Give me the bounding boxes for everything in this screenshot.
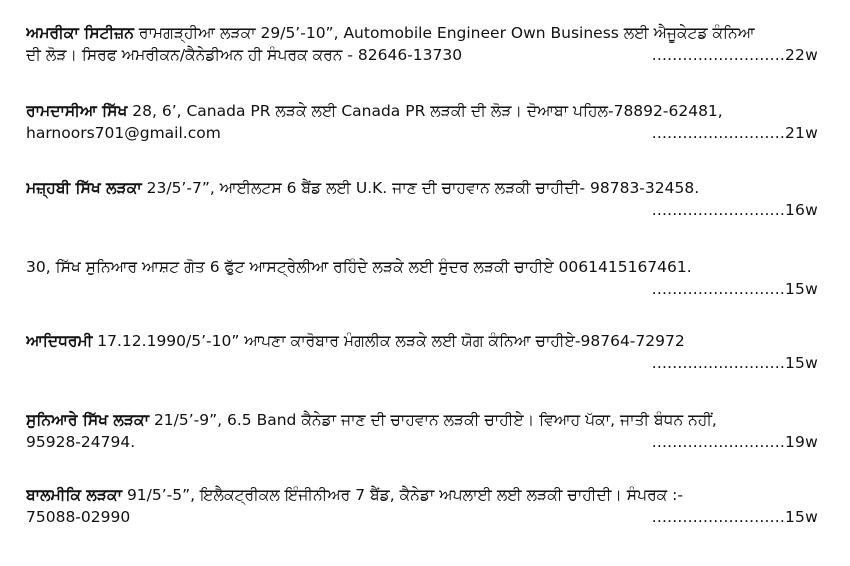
ad-code: ..........................19w [651, 433, 818, 451]
ad-text: ਰਾਮਗੜ੍ਹੀਆ ਲੜਕਾ 29/5’-10”, Automobile Engineer Own Business ਲਈ ਐਜੂਕੇਟਡ ਕੰਨਿਆ [133, 24, 755, 42]
ad-text: 30, ਸਿੱਖ ਸੁਨਿਆਰ ਆਸ਼ਟ ਗੋਤ 6 ਫੁੱਟ ਆਸਟ੍ਰੇਲੀਆ ਰਹਿੰਦੇ ਲੜਕੇ ਲਈ ਸੁੰਦਰ ਲੜਕੀ ਚਾਹੀਏ 0061415167461. [26, 258, 692, 276]
ad-text: 28, 6’, Canada PR ਲੜਕੇ ਲਈ Canada PR ਲੜਕੀ ਦੀ ਲੋੜ। ਦੋਆਬਾ ਪਹਿਲ-78892-62481, [127, 102, 723, 120]
ad-text: 91/5’-5”, ਇਲੈਕਟ੍ਰੀਕਲ ਇੰਜੀਨੀਅਰ 7 ਬੈਂਡ, ਕੈਨੇਡਾ ਅਪਲਾਈ ਲਈ ਲੜਕੀ ਚਾਹੀਦੀ। ਸੰਪਰਕ :- [122, 486, 683, 504]
ad-first-line [26, 484, 818, 506]
ad-second-line [26, 506, 818, 528]
ad-lead: ਅਮਰੀਕਾ ਸਿਟੀਜ਼ਨ [26, 24, 134, 42]
ad-first-line [26, 100, 818, 122]
ad-text: 17.12.1990/5’-10” ਆਪਣਾ ਕਾਰੋਬਾਰ ਮੰਗਲੀਕ ਲੜਕੇ ਲਈ ਯੋਗ ਕੰਨਿਆ ਚਾਹੀਏ-98764-72972 [92, 332, 685, 350]
ad-second-line [26, 431, 818, 453]
ad-first-line [26, 330, 818, 352]
classified-ad [26, 330, 818, 374]
ad-code: ..........................15w [651, 280, 818, 298]
ad-code: ..........................16w [651, 201, 818, 219]
ad-second-line [26, 278, 818, 300]
ad-first-line [26, 177, 818, 199]
ad-text-continued: ਦੀ ਲੋੜ। ਸਿਰਫ ਅਮਰੀਕਨ/ਕੈਨੇਡੀਅਨ ਹੀ ਸੰਪਰਕ ਕਰਨ - 82646-13730 [26, 46, 463, 64]
ad-text-continued: 75088-02990 [26, 508, 131, 526]
ad-lead: ਸੁਨਿਆਰੇ ਸਿੱਖ ਲੜਕਾ [26, 411, 150, 429]
ad-first-line [26, 409, 818, 431]
ad-first-line [26, 256, 818, 278]
ad-code: ..........................15w [651, 508, 818, 526]
classified-ad [26, 22, 818, 66]
ad-code: ..........................21w [651, 124, 818, 142]
ad-lead: ਰਾਮਦਾਸੀਆ ਸਿੱਖ [26, 102, 128, 120]
classified-ad [26, 100, 818, 144]
ad-text-continued: harnoors701@gmail.com [26, 124, 221, 142]
ad-second-line [26, 352, 818, 374]
ad-lead: ਮਜ਼੍ਹਬੀ ਸਿੱਖ ਲੜਕਾ [26, 179, 142, 197]
ad-text: 23/5’-7”, ਆਈਲਟਸ 6 ਬੈਂਡ ਲਈ U.K. ਜਾਣ ਦੀ ਚਾਹਵਾਨ ਲੜਕੀ ਚਾਹੀਦੀ- 98783-32458. [141, 179, 700, 197]
ad-code: ..........................22w [651, 46, 818, 64]
ad-second-line [26, 199, 818, 221]
ad-second-line [26, 122, 818, 144]
ad-first-line [26, 22, 818, 44]
ad-lead: ਬਾਲਮੀਕਿ ਲੜਕਾ [26, 486, 123, 504]
ad-lead: ਆਦਿਧਰਮੀ [26, 332, 93, 350]
classified-ad [26, 409, 818, 453]
ad-second-line [26, 44, 818, 66]
ad-code: ..........................15w [651, 354, 818, 372]
classified-ad [26, 256, 818, 300]
classified-ad [26, 484, 818, 528]
classified-ad [26, 177, 818, 221]
ad-text: 21/5’-9”, 6.5 Band ਕੈਨੇਡਾ ਜਾਣ ਦੀ ਚਾਹਵਾਨ ਲੜਕੀ ਚਾਹੀਏ। ਵਿਆਹ ਪੱਕਾ, ਜਾਤੀ ਬੰਧਨ ਨਹੀਂ, [149, 411, 717, 429]
ad-text-continued: 95928-24794. [26, 433, 136, 451]
